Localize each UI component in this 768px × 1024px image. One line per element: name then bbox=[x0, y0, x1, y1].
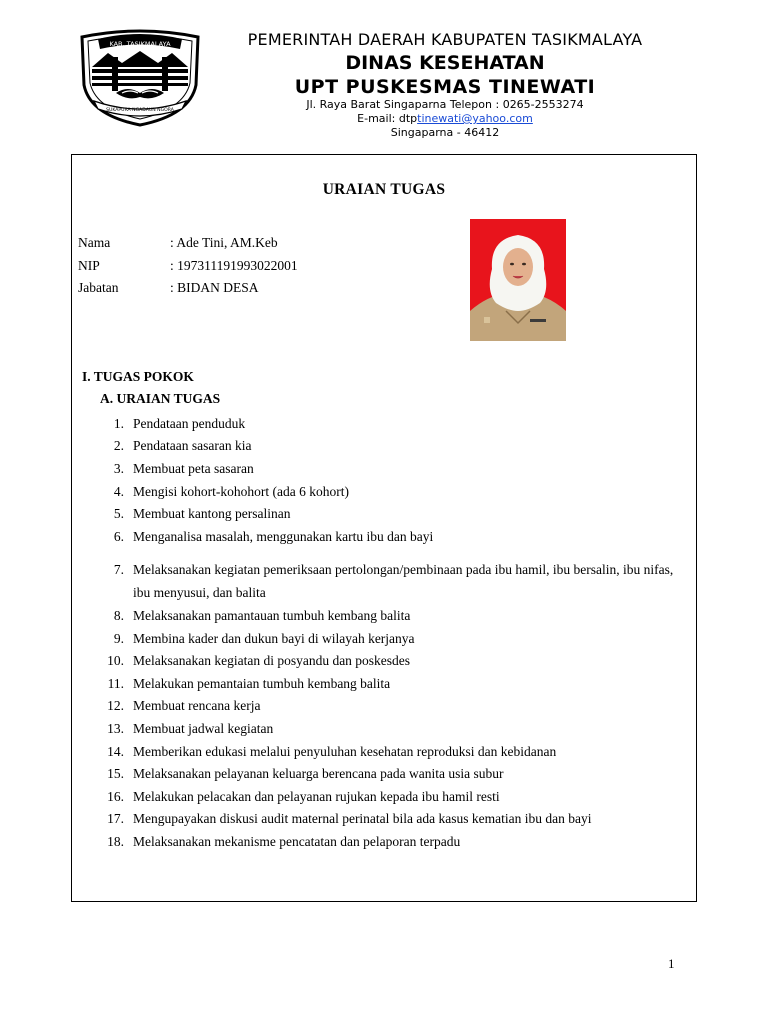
task-number: 17. bbox=[107, 811, 124, 826]
task-text: Melaksanakan pelayanan keluarga berencana pada wanita usia subur bbox=[133, 766, 504, 781]
task-number: 12. bbox=[107, 698, 124, 713]
task-text: Melakukan pelacakan dan pelayanan rujukan kepada ibu hamil resti bbox=[133, 789, 500, 804]
document-frame bbox=[71, 154, 697, 902]
task-number: 13. bbox=[107, 721, 124, 736]
task-number: 15. bbox=[107, 766, 124, 781]
government-name: PEMERINTAH DAERAH KABUPATEN TASIKMALAYA bbox=[247, 30, 643, 49]
task-number: 18. bbox=[107, 834, 124, 849]
task-number: 9. bbox=[113, 631, 124, 646]
task-text: Melakukan pemantaian tumbuh kembang balita bbox=[133, 676, 391, 691]
document-title: URAIAN TUGAS bbox=[322, 181, 446, 198]
task-number: 7. bbox=[113, 562, 124, 577]
task-number: 14. bbox=[107, 744, 124, 759]
task-text: Pendataan penduduk bbox=[133, 416, 246, 431]
unit-name: UPT PUSKESMAS TINEWATI bbox=[294, 76, 596, 98]
task-number: 1. bbox=[113, 416, 124, 431]
subsection-title-uraian-tugas: A. URAIAN TUGAS bbox=[100, 391, 221, 406]
agency-name: DINAS KESEHATAN bbox=[345, 52, 545, 74]
task-number: 3. bbox=[113, 461, 124, 476]
task-text: Membuat rencana kerja bbox=[133, 698, 261, 713]
section-title-tugas-pokok: I. TUGAS POKOK bbox=[82, 369, 194, 384]
task-text: Melaksanakan kegiatan pemeriksaan pertolongan/pembinaan pada ibu hamil, ibu bersalin, ibu nifas, ibu menyusui, dan balita bbox=[133, 562, 674, 600]
task-text: Membuat jadwal kegiatan bbox=[133, 721, 274, 736]
task-number: 10. bbox=[107, 653, 124, 668]
task-text: Membina kader dan dukun bayi di wilayah kerjanya bbox=[133, 631, 415, 646]
task-text: Membuat kantong persalinan bbox=[133, 506, 291, 521]
letterhead bbox=[0, 0, 768, 150]
task-text: Melaksanakan pamantauan tumbuh kembang balita bbox=[133, 608, 411, 623]
city-line: Singaparna - 46412 bbox=[390, 126, 500, 139]
address-line: Jl. Raya Barat Singaparna Telepon : 0265-2553274 bbox=[306, 98, 584, 111]
identity-value: : BIDAN DESA bbox=[170, 280, 259, 295]
svg-text:SUKAPURA NGADAUN NGORA: SUKAPURA NGADAUN NGORA bbox=[106, 108, 174, 113]
task-text: Memberikan edukasi melalui penyuluhan kesehatan reproduksi dan kebidanan bbox=[133, 744, 557, 759]
email-line bbox=[200, 112, 690, 125]
svg-text:KAB. TASIKMALAYA: KAB. TASIKMALAYA bbox=[109, 40, 171, 48]
task-text: Mengupayakan diskusi audit maternal perinatal bila ada kasus kematian ibu dan bayi bbox=[133, 811, 592, 826]
identity-value: : 197311191993022001 bbox=[170, 258, 298, 273]
identity-value: : Ade Tini, AM.Keb bbox=[170, 235, 278, 250]
task-text: Mengisi kohort-kohohort (ada 6 kohort) bbox=[133, 484, 349, 499]
portrait-photo-icon bbox=[470, 219, 566, 341]
task-number: 2. bbox=[113, 438, 124, 453]
task-number: 11. bbox=[107, 676, 124, 691]
task-text: Menganalisa masalah, menggunakan kartu ibu dan bayi bbox=[133, 529, 434, 544]
task-number: 8. bbox=[113, 608, 124, 623]
task-text: Membuat peta sasaran bbox=[133, 461, 254, 476]
identity-label: NIP bbox=[78, 258, 100, 273]
email-label: E-mail: dtp bbox=[357, 112, 418, 125]
task-text: Pendataan sasaran kia bbox=[133, 438, 252, 453]
task-number: 16. bbox=[107, 789, 124, 804]
identity-label: Nama bbox=[78, 235, 111, 250]
page-number: 1 bbox=[668, 956, 675, 971]
task-number: 4. bbox=[113, 484, 124, 499]
task-number: 6. bbox=[113, 529, 124, 544]
identity-label: Jabatan bbox=[78, 280, 119, 295]
task-number: 5. bbox=[113, 506, 124, 521]
task-text: Melaksanakan kegiatan di posyandu dan poskesdes bbox=[133, 653, 411, 668]
task-text: Melaksanakan mekanisme pencatatan dan pelaporan terpadu bbox=[133, 834, 461, 849]
email-link[interactable]: tinewati@yahoo.com bbox=[417, 112, 533, 125]
kabupaten-tasikmalaya-emblem-icon bbox=[78, 27, 202, 127]
